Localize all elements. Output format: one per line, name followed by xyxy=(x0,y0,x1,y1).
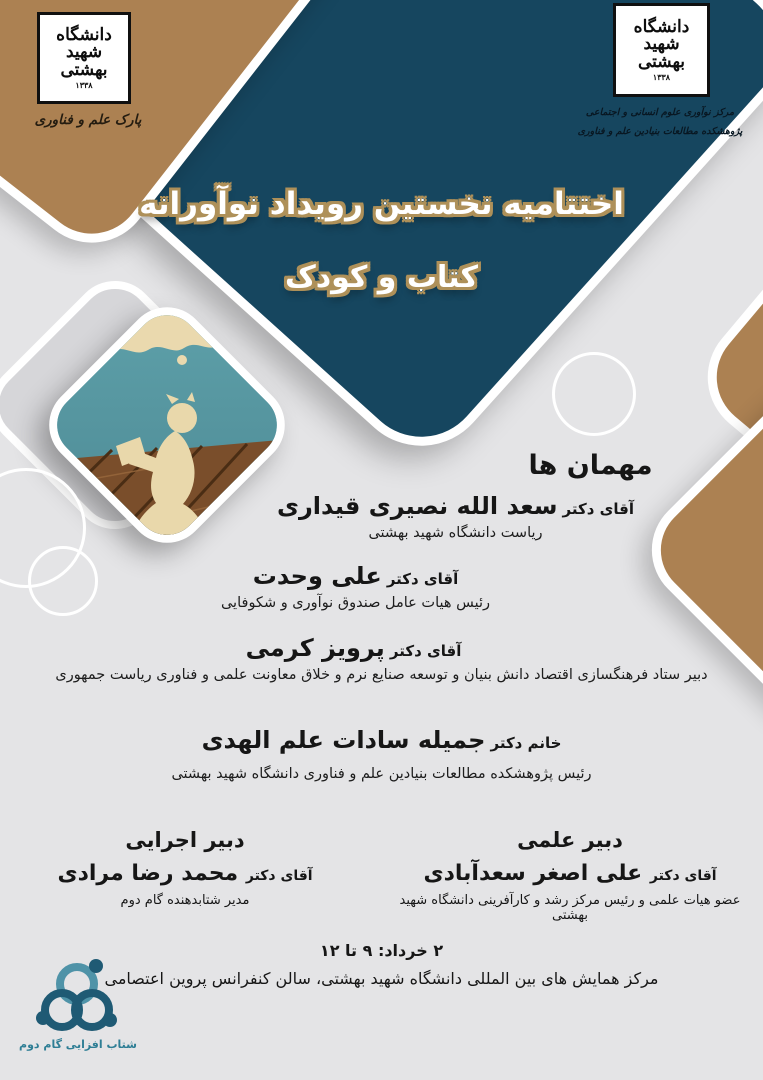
guest-entry xyxy=(0,562,763,611)
seal-text: شهید xyxy=(643,34,680,55)
guest-prefix: آقای دکتر xyxy=(386,570,459,588)
university-seal-logo xyxy=(613,3,710,97)
guest-role: دبیر ستاد فرهنگسازی اقتصاد دانش بنیان و توسعه صنایع نرم و خلاق معاونت علمی و فناوری ریاست جمهوری xyxy=(55,667,708,683)
scientific-secretary-name-line xyxy=(383,861,757,886)
scientific-secretary-name: علی اصغر سعدآبادی xyxy=(423,861,643,886)
guest-name-line xyxy=(74,492,763,520)
guest-name: علی وحدت xyxy=(252,562,382,590)
scientific-secretary-role: عضو هیات علمی و رئیس مرکز رشد و کارآفرینی دانشگاه شهید بهشتی xyxy=(399,893,741,923)
guest-name: سعد الله نصیری قیداری xyxy=(276,492,558,520)
accelerator-caption: شتاب افزایی گام دوم xyxy=(19,1038,137,1051)
university-seal-logo xyxy=(37,12,131,104)
outline-circle-decoration xyxy=(552,352,636,436)
innovation-center-caption xyxy=(560,103,760,142)
guest-name: جمیله سادات علم الهدی xyxy=(201,726,486,754)
seal-text: بهشتی xyxy=(60,59,108,80)
guest-role: رئیس هیات عامل صندوق نوآوری و شکوفایی xyxy=(220,595,491,611)
guest-role: رئیس پژوهشکده مطالعات بنیادین علم و فناوری دانشگاه شهید بهشتی xyxy=(171,766,592,782)
executive-secretary-prefix: آقای دکتر xyxy=(245,868,313,884)
guest-prefix: خانم دکتر xyxy=(490,734,562,752)
poster-title-line2: کتاب و کودک xyxy=(284,260,478,295)
executive-secretary-heading: دبیر اجرایی xyxy=(125,828,245,852)
scientific-secretary-prefix: آقای دکتر xyxy=(649,868,717,884)
guest-name-line xyxy=(0,726,763,754)
guests-heading: مهمان ها xyxy=(528,450,653,481)
guest-prefix: آقای دکتر xyxy=(562,500,634,518)
event-datetime: ۲ خرداد: ۹ تا ۱۲ xyxy=(319,941,444,960)
guest-entry xyxy=(0,492,763,541)
innovation-center-line2: پژوهشکده مطالعات بنیادین علم و فناوری xyxy=(577,126,743,138)
guest-entry xyxy=(0,726,763,782)
seal-year: ۱۳۳۸ xyxy=(75,79,93,90)
accelerator-knot-icon xyxy=(34,956,120,1046)
seal-text: شهید xyxy=(65,42,103,63)
guest-name-line xyxy=(0,634,735,662)
scientific-secretary-heading: دبیر علمی xyxy=(517,828,623,852)
science-park-caption: پارک علم و فناوری xyxy=(34,112,142,128)
guest-name-line xyxy=(0,562,737,590)
guest-entry xyxy=(0,634,763,683)
executive-secretary-block xyxy=(10,828,360,908)
seal-year: ۱۳۳۸ xyxy=(652,71,671,82)
seal-text: دانشگاه xyxy=(56,24,112,45)
guest-role: ریاست دانشگاه شهید بهشتی xyxy=(368,525,543,541)
seal-text: دانشگاه xyxy=(633,16,690,37)
innovation-center-line1: مرکز نوآوری علوم انسانی و اجتماعی xyxy=(585,107,735,118)
executive-secretary-role: مدیر شتابدهنده گام دوم xyxy=(120,893,250,908)
seal-text: بهشتی xyxy=(637,51,686,72)
knot-logo-svg xyxy=(34,956,120,1042)
poster-title-line1: اختتامیه نخستین رویداد نوآورانه xyxy=(139,186,624,222)
event-venue: مرکز همایش های بین المللی دانشگاه شهید بهشتی، سالن کنفرانس پروین اعتصامی xyxy=(104,969,659,988)
executive-secretary-name-line xyxy=(10,861,360,886)
guest-name: پرویز کرمی xyxy=(245,634,385,662)
guest-prefix: آقای دکتر xyxy=(389,642,462,660)
executive-secretary-name: محمد رضا مرادی xyxy=(57,861,239,886)
scientific-secretary-block xyxy=(383,828,757,923)
